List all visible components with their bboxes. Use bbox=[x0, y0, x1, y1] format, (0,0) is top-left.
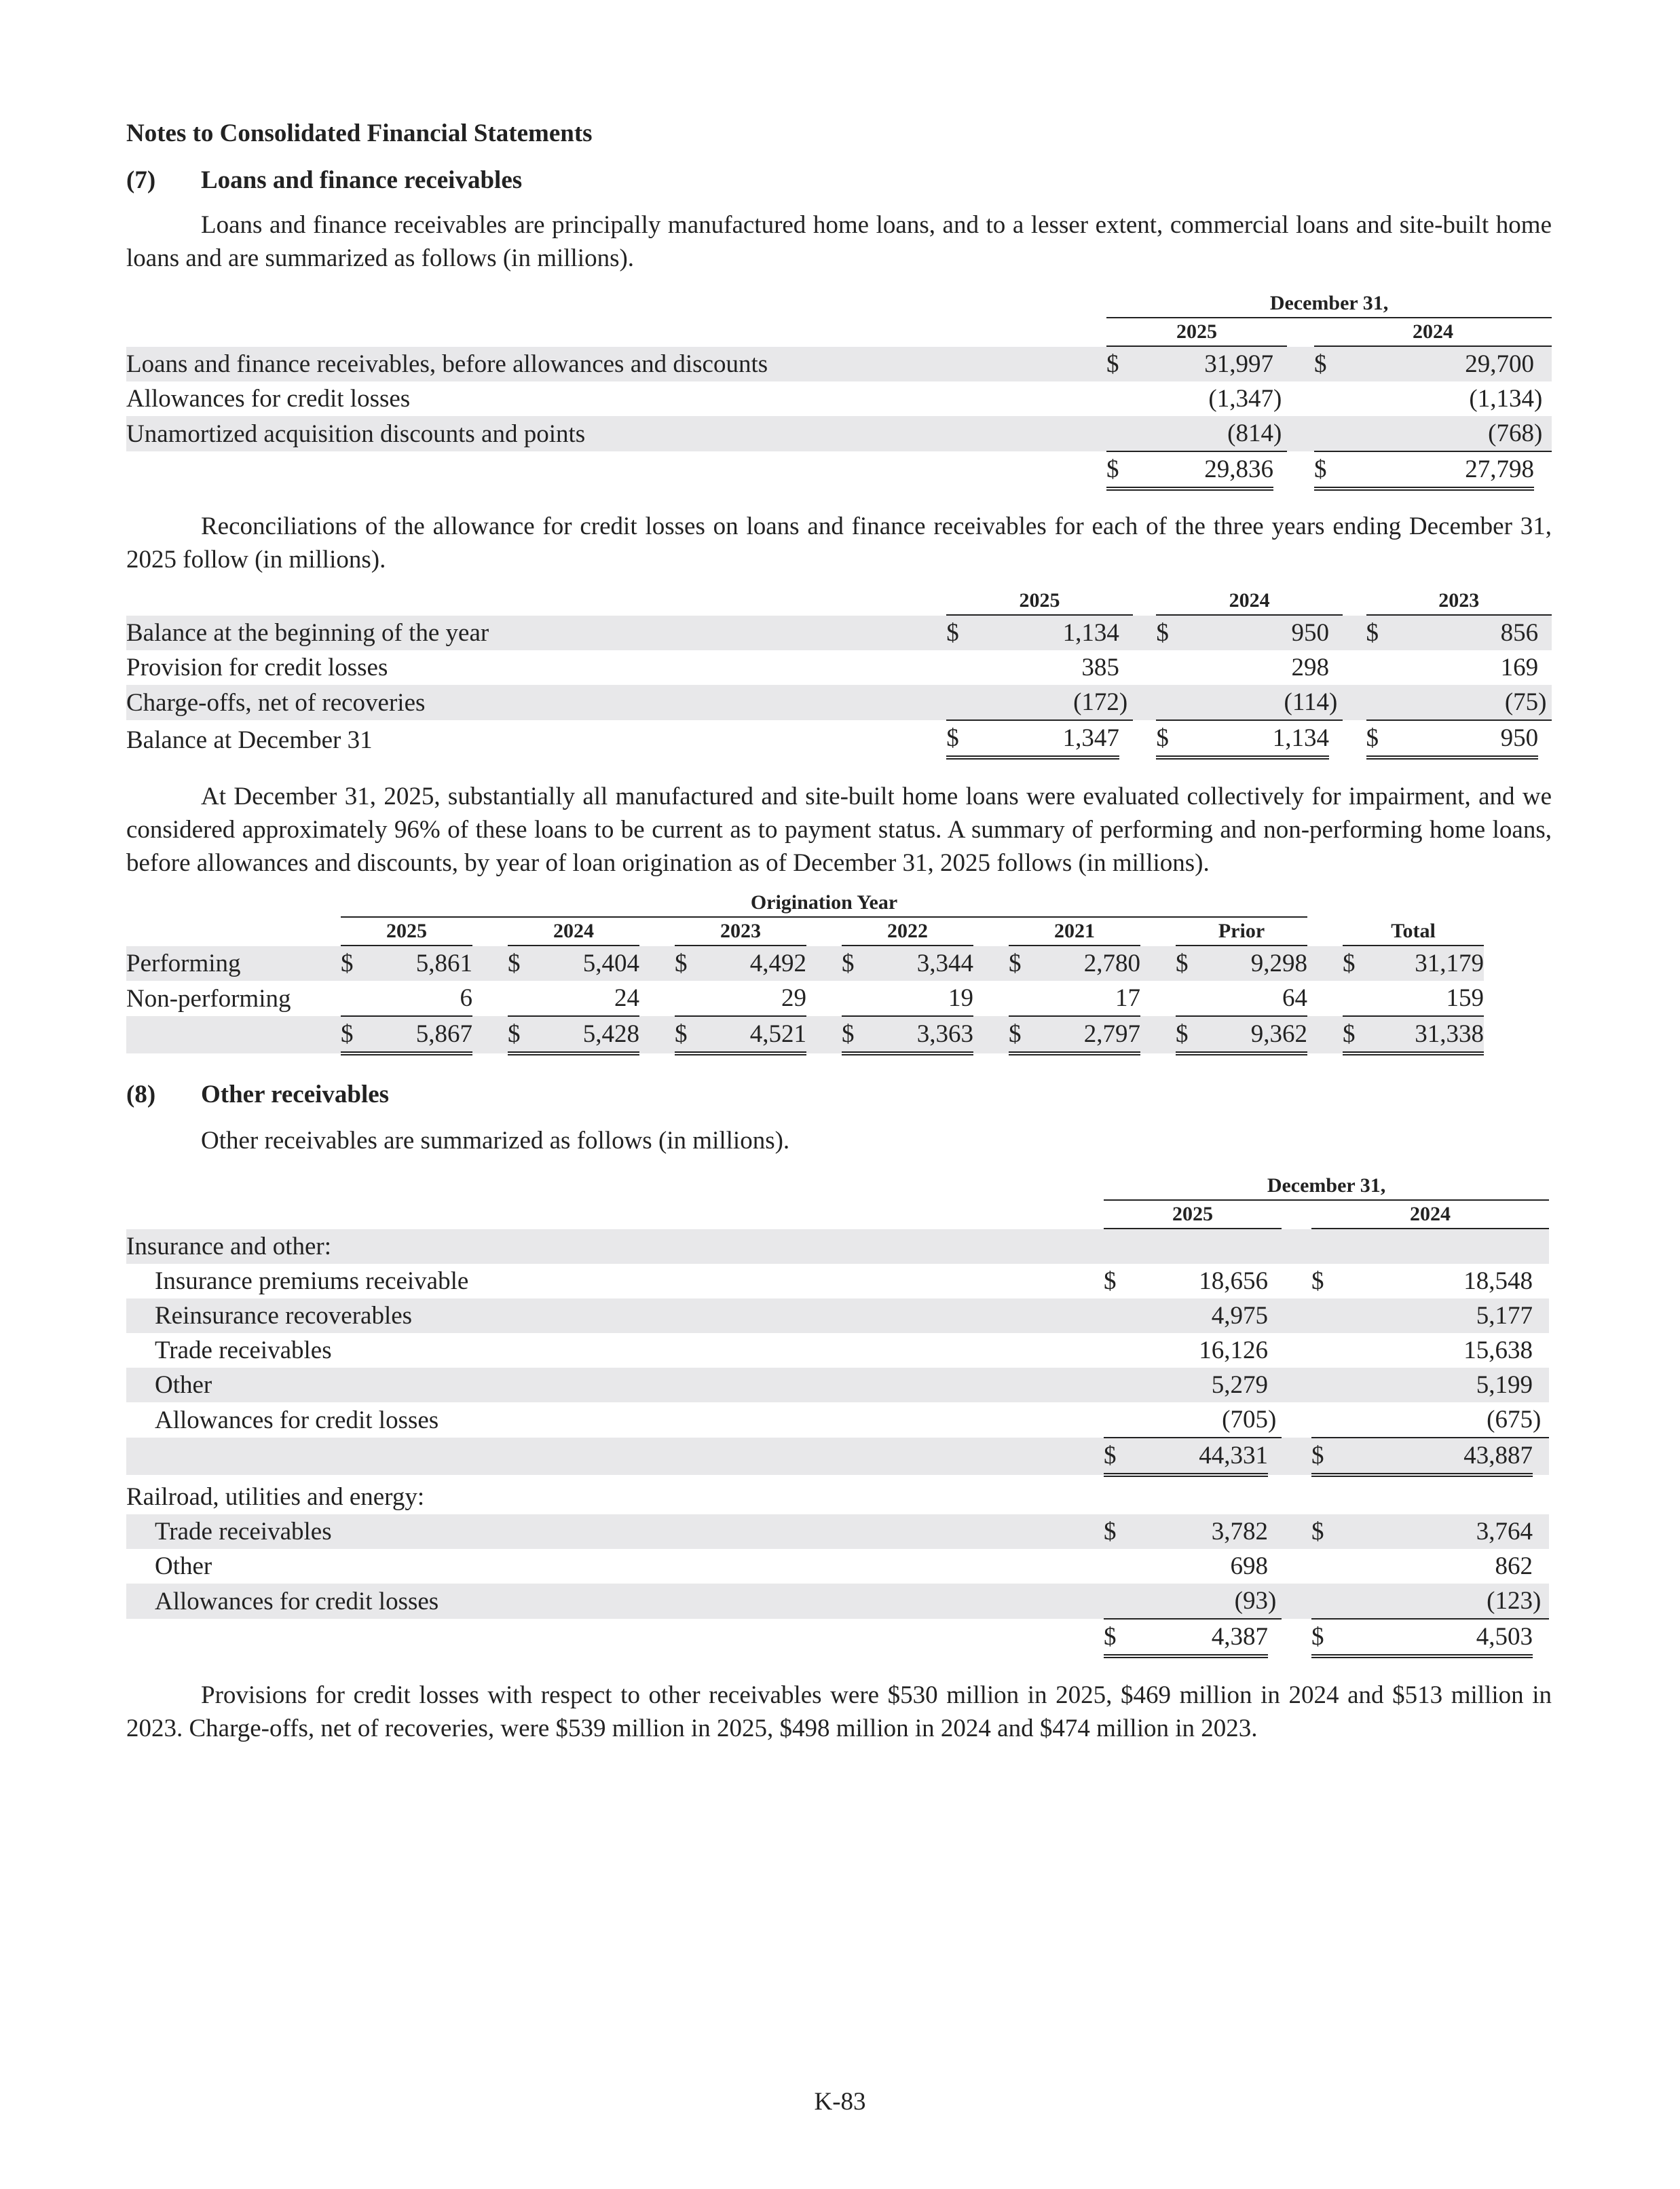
section-number: (8) bbox=[126, 1081, 156, 1108]
table-total-row: $ 5,867 $ 5,428 $ 4,521 $ 3,363 $ 2,797 $ 9,362 $ 31,338 bbox=[126, 1016, 1484, 1053]
column-super-header: Origination Year bbox=[341, 889, 1307, 918]
column-header: 2021 bbox=[1009, 918, 1140, 946]
column-header: 2024 bbox=[1314, 318, 1552, 347]
provisions-paragraph: Provisions for credit losses with respect to other receivables were $530 million in 2025, $469 million in 2024 and $513 million in 2023. Charge-offs, net of recoveries, were $539 million in 2025, $498 million in 2024 and $474 million in 2023. bbox=[126, 1681, 1552, 1742]
table-row: Other 5,279 5,199 bbox=[126, 1368, 1549, 1402]
column-header: Prior bbox=[1176, 918, 1307, 946]
column-header: 2025 bbox=[1106, 318, 1287, 347]
table-row: Provision for credit losses 385 298 169 bbox=[126, 654, 1539, 681]
section-title: Loans and finance receivables bbox=[201, 166, 523, 194]
section-title: Other receivables bbox=[201, 1081, 390, 1108]
table-row: Allowances for credit losses (93 ) (123 ) bbox=[126, 1584, 1549, 1619]
section-7-intro: Loans and finance receivables are principally manufactured home loans, and to a lesser extent, commercial loans and site-built home loans and are summarized as follows (in millions). bbox=[126, 211, 1552, 272]
column-header: 2025 bbox=[341, 918, 472, 946]
table-row: Performing $ 5,861 $ 5,404 $ 4,492 $ 3,344 $ 2,780 $ 9,298 $ 31,179 bbox=[126, 946, 1484, 981]
page-content bbox=[126, 112, 1552, 1745]
table-total-row: $ 4,387 $ 4,503 bbox=[126, 1619, 1549, 1656]
section-7-heading bbox=[126, 166, 1552, 195]
allowance-reconciliation-table bbox=[126, 587, 1552, 760]
section-number: (7) bbox=[126, 166, 156, 194]
group-title-row: Insurance and other: bbox=[126, 1229, 1549, 1264]
impairment-paragraph: At December 31, 2025, substantially all manufactured and site-built home loans were evaluated collectively for impairment, and we considered approximately 96% of these loans to be current as to payment status. A summary of performing and non-performing home loans, before allowances and discounts, by year of loan origination as of December 31, 2025 follows (in millions). bbox=[126, 783, 1552, 877]
page-number: K-83 bbox=[814, 2088, 866, 2116]
table-row: Other 698 862 bbox=[155, 1552, 1533, 1580]
column-header: 2022 bbox=[842, 918, 973, 946]
loans-summary-table bbox=[126, 290, 1552, 491]
column-super-header: December 31, bbox=[1106, 290, 1552, 318]
table-row: Allowances for credit losses (1,347 ) (1,134 ) bbox=[126, 385, 1543, 413]
reconciliation-intro: Reconciliations of the allowance for credit losses on loans and finance receivables for each of the three years ending December 31, 2025 follow (in millions). bbox=[126, 512, 1552, 574]
column-header: 2023 bbox=[1366, 587, 1552, 616]
table-row: Unamortized acquisition discounts and points (814 ) (768 ) bbox=[126, 416, 1552, 451]
column-header: 2023 bbox=[675, 918, 806, 946]
other-receivables-table bbox=[126, 1172, 1549, 1658]
table-row: Trade receivables $ 3,782 $ 3,764 bbox=[126, 1514, 1549, 1549]
group-title-row: Railroad, utilities and energy: bbox=[126, 1483, 425, 1511]
column-header: 2025 bbox=[1104, 1201, 1282, 1229]
column-header: 2024 bbox=[1311, 1201, 1549, 1229]
table-row: Allowances for credit losses (705 ) (675 ) bbox=[126, 1402, 1549, 1438]
page-header: Notes to Consolidated Financial Statements bbox=[126, 119, 593, 147]
table-row: Trade receivables 16,126 15,638 bbox=[155, 1336, 1533, 1364]
table-total-row: $ 29,836 $ 27,798 bbox=[126, 451, 1552, 489]
table-total-row: Balance at December 31 $ 1,347 $ 1,134 $ 950 bbox=[126, 720, 1552, 757]
section-8-intro: Other receivables are summarized as follows (in millions). bbox=[201, 1127, 790, 1155]
table-row: Loans and finance receivables, before allowances and discounts $ 31,997 $ 29,700 bbox=[126, 347, 1552, 381]
table-total-row: $ 44,331 $ 43,887 bbox=[126, 1438, 1549, 1475]
table-row: Non-performing 6 24 29 19 17 64 159 bbox=[126, 981, 1484, 1016]
table-row: Insurance premiums receivable $ 18,656 $ 18,548 bbox=[155, 1267, 1533, 1295]
table-row: Charge-offs, net of recoveries (172 ) (114 ) (75 ) bbox=[126, 685, 1552, 720]
column-header: 2024 bbox=[1156, 587, 1342, 616]
table-row: Balance at the beginning of the year $ 1,134 $ 950 $ 856 bbox=[126, 616, 1552, 650]
section-8-heading bbox=[126, 1080, 1552, 1109]
origination-year-table bbox=[126, 889, 1484, 1055]
column-super-header: December 31, bbox=[1104, 1172, 1549, 1201]
column-header: Total bbox=[1343, 918, 1484, 946]
column-header: 2025 bbox=[946, 587, 1132, 616]
table-row: Reinsurance recoverables 4,975 5,177 bbox=[126, 1298, 1549, 1333]
column-header: 2024 bbox=[508, 918, 639, 946]
